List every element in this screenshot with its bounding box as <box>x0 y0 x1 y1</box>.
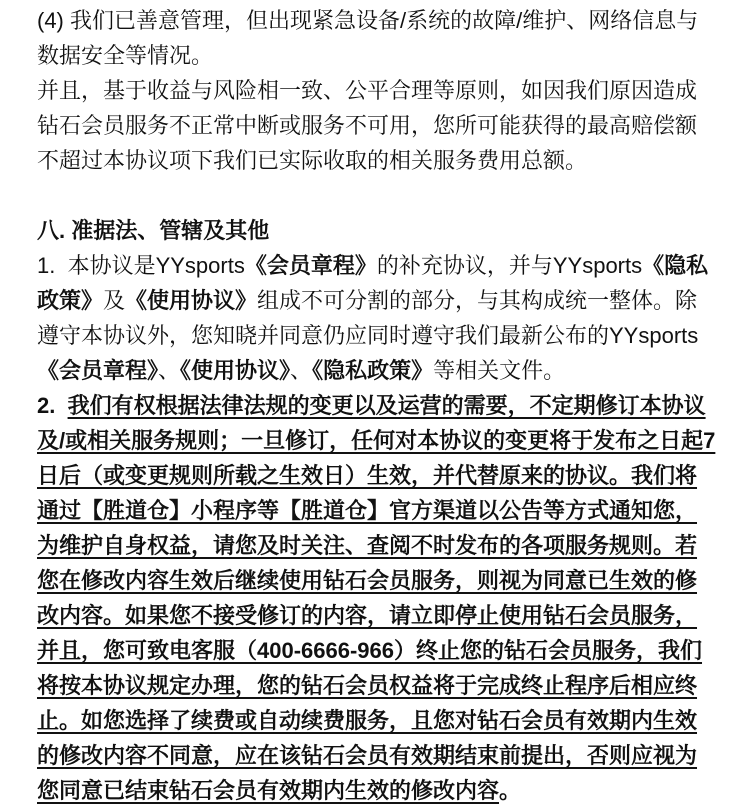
section-8-item-1 <box>37 248 716 388</box>
text-run: 1. 本协议是YYsports <box>37 253 245 278</box>
clause-4-emergency <box>37 3 716 73</box>
text-run: 并且，基于收益与风险相一致、公平合理等原则，如因我们原因造成钻石会员服务不正常中断或服务不可用，您所可能获得的最高赔偿额不超过本协议项下我们已实际收取的相关服务费用总额。 <box>37 78 698 173</box>
text-run: 《隐私政策》 <box>37 253 709 313</box>
text-run: 八. 准据法、管辖及其他 <box>37 218 270 243</box>
text-run: 《使用协议》 <box>125 288 258 313</box>
text-run: 《隐私政策》 <box>312 358 434 383</box>
text-run: 及 <box>103 288 126 313</box>
text-run: 我们有权根据法律法规的变更以及运营的需要，不定期修订本协议及/或相关服务规则；一旦修订，任何对本协议的变更将于发布之日起7日后（或变更规则所载之生效日）生效，并代替原来的协议。我们将通过【胜道仓】小程序等【胜道仓】官方渠道以公告等方式通知您，为维护自身权益，请您及时关注、查阅不时发布的各项服务规则。若您在修改内容生效后继续使用钻石会员服务，则视为同意已生效的修改内容。如果您不接受修订的内容，请立即停止使用钻石会员服务，并且，您可致电客服（400-6666-966）终止您的钻石会员服务，我们将按本协议规定办理，您的钻石会员权益将于完成终止程序后相应终止。如您选择了续费或自动续费服务，且您对钻石会员有效期内生效的修改内容不同意，应在该钻石会员有效期结束前提出，否则应视为您同意已结束钻石会员有效期内生效的修改内容 <box>37 393 716 803</box>
text-run: (4) 我们已善意管理，但出现紧急设备/系统的故障/维护、网络信息与数据安全等情况。 <box>37 8 699 68</box>
text-run: 组成不可分割的部分，与其构成统一整体。除遵守本协议外，您知晓并同意仍应同时遵守我们最新公布的YYsports <box>37 288 699 348</box>
text-run: 《会员章程》 <box>37 358 159 383</box>
section-8-heading <box>37 213 716 248</box>
text-run: 的补充协议，并与YYsports <box>376 253 643 278</box>
text-run: 等相关文件。 <box>433 358 566 383</box>
text-run: 、 <box>290 358 313 383</box>
liability-cap-clause <box>37 73 716 178</box>
section-8-item-2 <box>37 388 716 808</box>
text-run: 。 <box>499 778 522 803</box>
text-run: 《使用协议》 <box>180 358 291 383</box>
text-run: 《会员章程》 <box>244 253 377 278</box>
text-run: 2. <box>37 393 68 418</box>
text-run: 、 <box>158 358 181 383</box>
